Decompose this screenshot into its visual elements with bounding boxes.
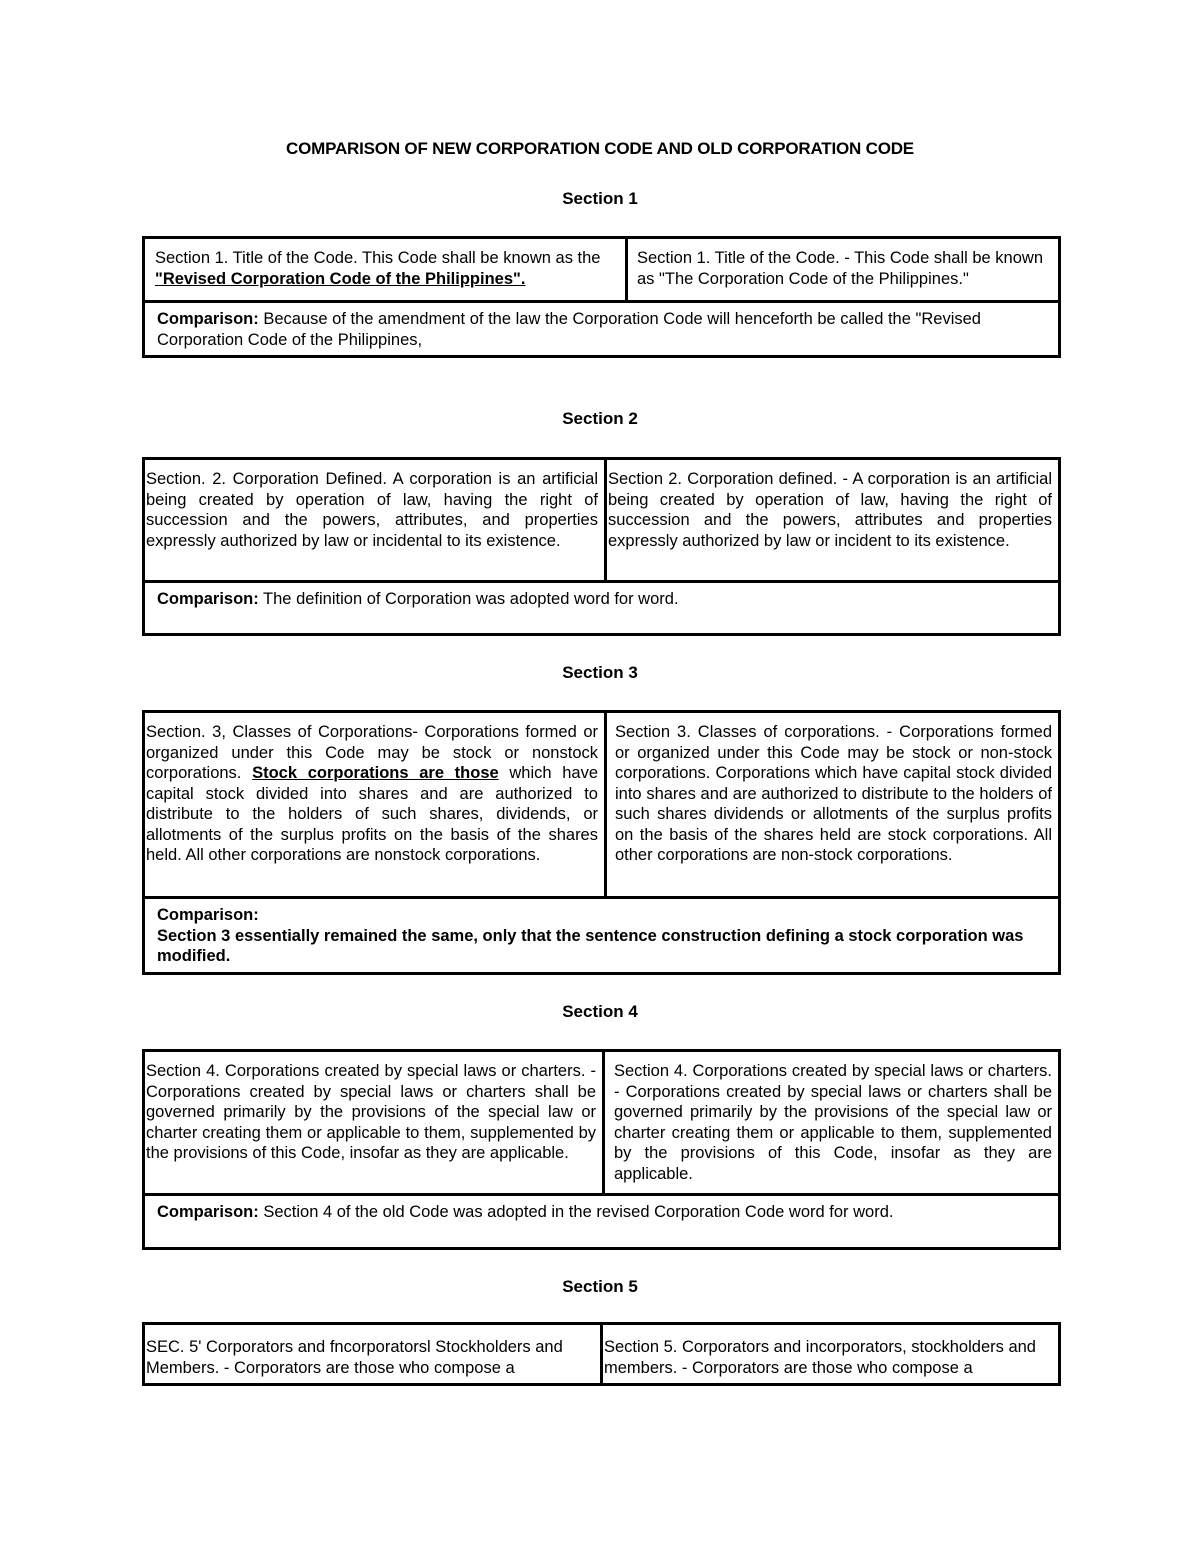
section-3-table [142, 710, 1061, 975]
section-2-heading: Section 2 [562, 409, 638, 428]
section-1-heading: Section 1 [562, 189, 638, 208]
section-2-table [142, 457, 1061, 636]
section-2-text-row [145, 460, 1058, 580]
section-3-heading: Section 3 [562, 663, 638, 682]
section-4-comparison-text: Section 4 of the old Code was adopted in the revised Corporation Code word for word. [258, 1203, 894, 1221]
section-4-text-row [145, 1052, 1058, 1193]
section-5-text-row [145, 1325, 1058, 1383]
section-4-table [142, 1049, 1061, 1250]
document-title: COMPARISON OF NEW CORPORATION CODE AND OLD CORPORATION CODE [286, 139, 914, 158]
section-5-table [142, 1322, 1061, 1386]
section-3-old-text: Section 3. Classes of corporations. - Corporations formed or organized under this Code may be stock or non-stock corporations. Corporations which have capital stock divided into shares and are authorized to distribute to the holders of such shares dividends or allotments of the surplus profits on the basis of the shares held are stock corporations. All other corporations are non-stock corporations. [615, 723, 1052, 864]
section-3-new-text: Section. 3, Classes of Corporations- Corporations formed or organized under this Code may be stock or nonstock corporations. [146, 723, 598, 782]
section-3-new-code-cell [145, 713, 607, 896]
section-5-old-code-cell [603, 1325, 1058, 1383]
section-3-text-row [145, 713, 1058, 896]
section-1-old-code-cell [628, 239, 1058, 300]
section-4-old-code-cell [605, 1052, 1058, 1193]
section-3-comparison-text: Section 3 essentially remained the same, only that the sentence construction defining a stock corporation was modified. [157, 926, 1024, 965]
section-2-new-text: Section. 2. Corporation Defined. A corporation is an artificial being created by operation of law, having the right of succession and the powers, attributes, and properties expressly authorized by law or incidental to its existence. [146, 470, 598, 550]
section-3-comparison [145, 896, 1058, 972]
section-4-old-text: Section 4. Corporations created by special laws or charters. - Corporations created by special laws or charters shall be governed primarily by the provisions of the special law or charter creating them or applicable to them, supplemented by the provisions of this Code, insofar as they are applicable. [614, 1062, 1052, 1183]
section-1-table [142, 236, 1061, 358]
section-4-new-text: Section 4. Corporations created by special laws or charters. - Corporations created by special laws or charters shall be governed primarily by the provisions of the special law or charter creating them or applicable to them, supplemented by the provisions of this Code, insofar as they are applicable. [146, 1062, 596, 1162]
section-3-new-highlight: Stock corporations are those [252, 764, 499, 782]
section-4-comparison-label: Comparison: [157, 1203, 259, 1221]
section-2-comparison [145, 580, 1058, 633]
section-5-old-text: Section 5. Corporators and incorporators, stockholders and members. - Corporators are those who compose a [604, 1338, 1036, 1377]
section-1-comparison [145, 300, 1058, 355]
section-3-new-text-after: which have capital stock divided into shares and are authorized to distribute to the holders of such shares, dividends, or allotments of the surplus profits on the basis of the shares held. All other corporations are nonstock corporations. [146, 764, 599, 864]
section-2-comparison-text: The definition of Corporation was adopted word for word. [258, 590, 679, 608]
section-1-new-code-cell [145, 239, 628, 300]
section-1-text-row [145, 239, 1058, 300]
section-4-comparison [145, 1193, 1058, 1247]
section-5-heading: Section 5 [562, 1277, 638, 1296]
section-2-comparison-label: Comparison: [157, 590, 259, 608]
section-4-heading: Section 4 [562, 1002, 638, 1021]
section-5-new-code-cell [145, 1325, 603, 1383]
section-2-old-text: Section 2. Corporation defined. - A corporation is an artificial being created by operation of law, having the right of succession and the powers, attributes and properties expressly authorized by law or incident to its existence. [608, 470, 1052, 550]
section-2-old-code-cell [607, 460, 1058, 580]
section-1-comparison-text: Because of the amendment of the law the Corporation Code will henceforth be called the "Revised Corporation Code of the Philippines, [157, 310, 981, 349]
section-2-new-code-cell [145, 460, 607, 580]
section-3-old-code-cell [607, 713, 1058, 896]
section-3-comparison-label: Comparison: [157, 906, 259, 924]
section-1-comparison-label: Comparison: [157, 310, 259, 328]
section-1-old-text: Section 1. Title of the Code. - This Code shall be known as "The Corporation Code of the Philippines." [637, 249, 1044, 288]
section-4-new-code-cell [145, 1052, 605, 1193]
section-1-new-text: Section 1. Title of the Code. This Code shall be known as the [155, 249, 601, 267]
section-1-new-highlight: "Revised Corporation Code of the Philippines". [155, 269, 526, 288]
section-5-new-text: SEC. 5' Corporators and fncorporatorsl Stockholders and Members. - Corporators are those who compose a [146, 1338, 563, 1377]
